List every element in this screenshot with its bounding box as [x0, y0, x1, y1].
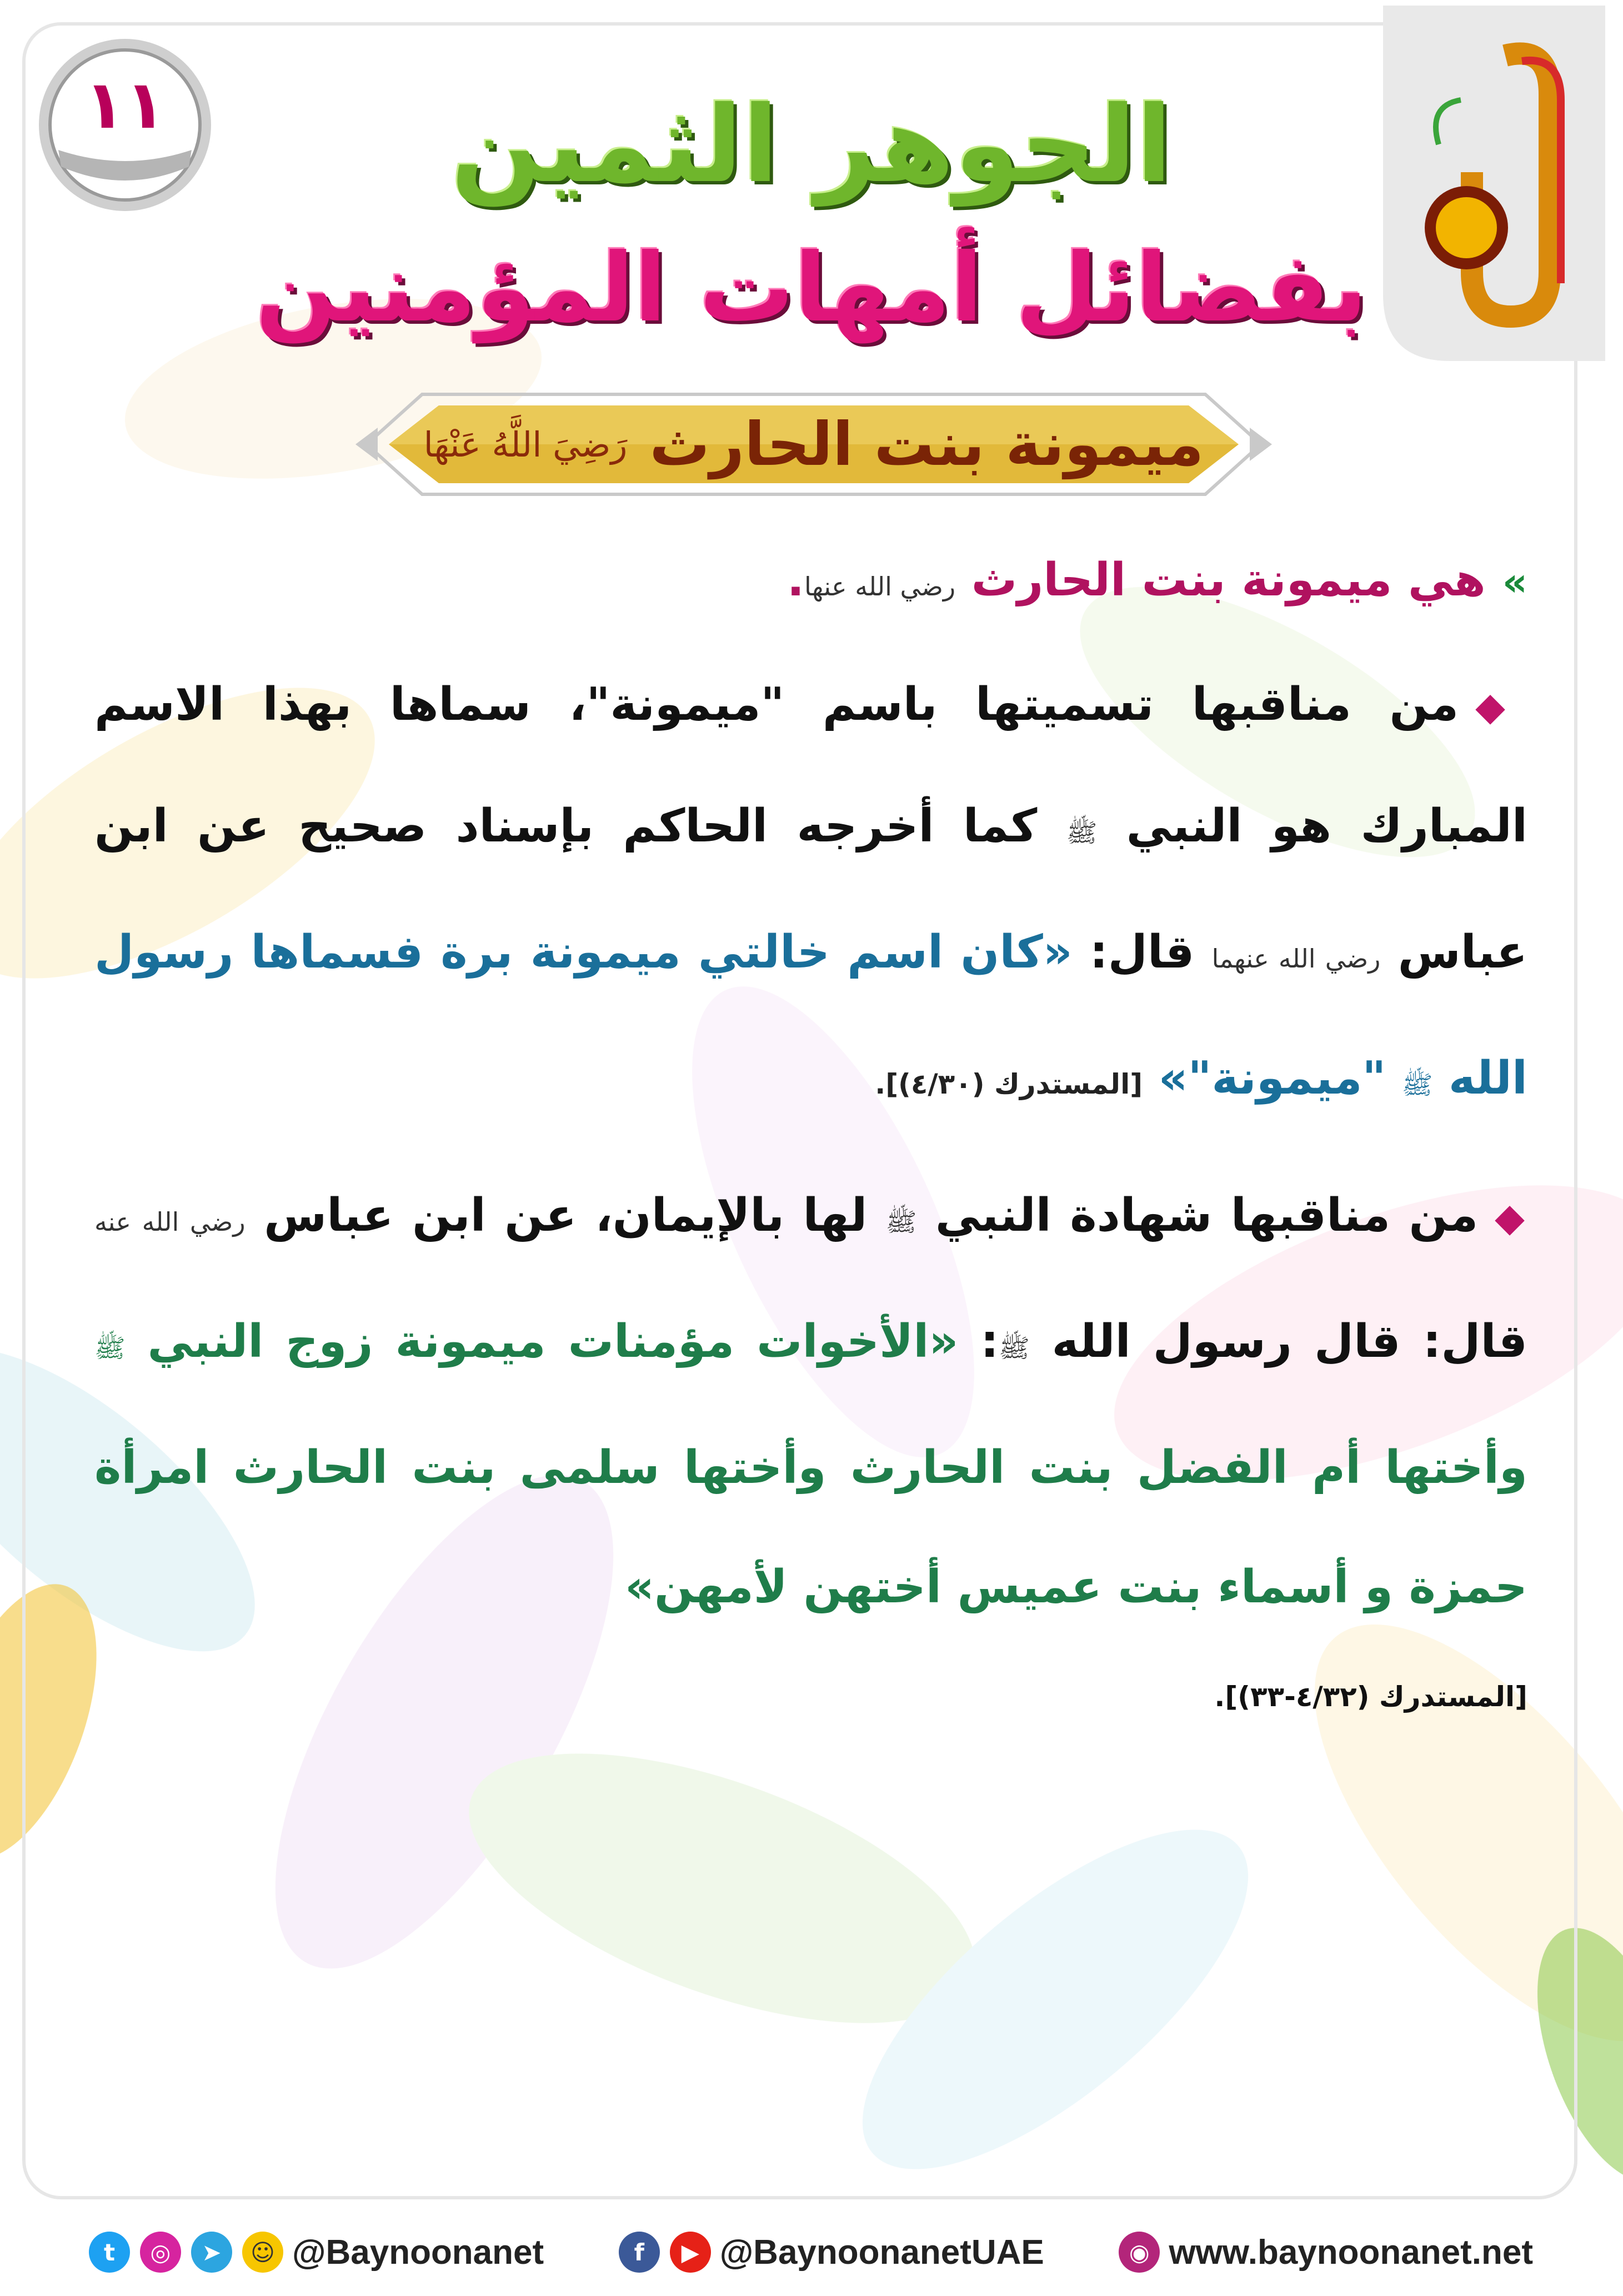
p2-honorific-1: ﷺ: [885, 1207, 917, 1237]
page-number: ١١: [84, 67, 166, 144]
youtube-icon[interactable]: ▶: [670, 2232, 711, 2273]
facebook-icon[interactable]: f: [619, 2232, 660, 2273]
banner-honorific: رَضِيَ اللَّهُ عَنْهَا: [423, 424, 628, 465]
handle-baynoonanet[interactable]: @Baynoonanet: [292, 2233, 544, 2272]
intro-honorific: رضي الله عنها: [804, 572, 956, 601]
p2-text-d: :: [980, 1315, 999, 1368]
paragraph-1: [94, 645, 1527, 1145]
p1-honorific-2: رضي الله عنهما: [1211, 944, 1381, 974]
p2-honorific-4: ﷺ: [94, 1333, 126, 1363]
footer-group-1: [89, 2232, 544, 2273]
banner-name: ميمونة بنت الحارث: [649, 409, 1204, 479]
p2-text-a: من مناقبها شهادة النبي: [935, 1189, 1479, 1242]
title-line-2: بفضائل أمهات المؤمنين: [256, 233, 1367, 343]
p1-quote-a: «كان اسم خالتي ميمونة برة فسماها رسول الله: [94, 926, 1527, 1105]
p2-quote-a: «الأخوات مؤمنات ميمونة زوج النبي: [147, 1315, 959, 1368]
p2-text-b: لها بالإيمان، عن ابن عباس: [264, 1189, 868, 1242]
p1-quote-b: "ميمونة"»: [1158, 1052, 1386, 1105]
telegram-icon[interactable]: ➤: [191, 2232, 232, 2273]
article-content: [94, 533, 1527, 1730]
website-icon[interactable]: ◉: [1119, 2232, 1160, 2273]
paragraph-2: [94, 1156, 1527, 1647]
social-footer: [89, 2227, 1533, 2277]
intro-text: هي ميمونة بنت الحارث: [971, 554, 1486, 606]
p2-honorific-3: ﷺ: [999, 1333, 1030, 1363]
title-line-1: الجوهر الثمين: [450, 83, 1173, 206]
social-icons-2: [619, 2232, 711, 2273]
p1-text-c: قال:: [1089, 926, 1195, 979]
diamond-bullet-icon: ◆: [1495, 1195, 1527, 1240]
p1-text-b: كما أخرجه الحاكم بإسناد صحيح عن ابن عباس: [94, 800, 1527, 979]
footer-group-2: [619, 2232, 1044, 2273]
snapchat-icon[interactable]: ☺: [242, 2232, 283, 2273]
p2-text-c: قال: قال رسول الله: [1051, 1315, 1527, 1368]
chevron-bullet-icon: »: [1502, 559, 1527, 605]
diamond-bullet-icon: ◆: [1475, 684, 1527, 729]
intro-line: »هي ميمونة بنت الحارث رضي الله عنها.: [787, 554, 1527, 606]
p1-honorific-1: ﷺ: [1066, 818, 1098, 848]
p1-honorific-3: ﷺ: [1401, 1070, 1433, 1100]
p2-quote-b: وأختها أم الفضل بنت الحارث وأختها سلمى بنت الحارث امرأة حمزة و أسماء بنت عميس أختهن لأمهن»: [94, 1441, 1527, 1613]
handle-baynoonanetuae[interactable]: @BaynoonanetUAE: [719, 2233, 1044, 2272]
p1-text-a: من مناقبها تسميتها باسم "ميمونة"، سماها بهذا الاسم المبارك هو النبي: [94, 678, 1527, 853]
banner-text: [355, 383, 1272, 505]
social-icons-1: [89, 2232, 283, 2273]
p1-reference: [المستدرك (٤/٣٠)].: [875, 1068, 1143, 1100]
website-link[interactable]: www.baynoonanet.net: [1169, 2233, 1533, 2272]
p2-reference: [المستدرك (٤/٣٢-٣٣)].: [1214, 1681, 1527, 1713]
twitter-icon[interactable]: t: [89, 2232, 130, 2273]
instagram-icon[interactable]: ◎: [140, 2232, 181, 2273]
p2-honorific-2: رضي الله عنه: [94, 1207, 246, 1237]
footer-group-3: [1119, 2232, 1533, 2273]
